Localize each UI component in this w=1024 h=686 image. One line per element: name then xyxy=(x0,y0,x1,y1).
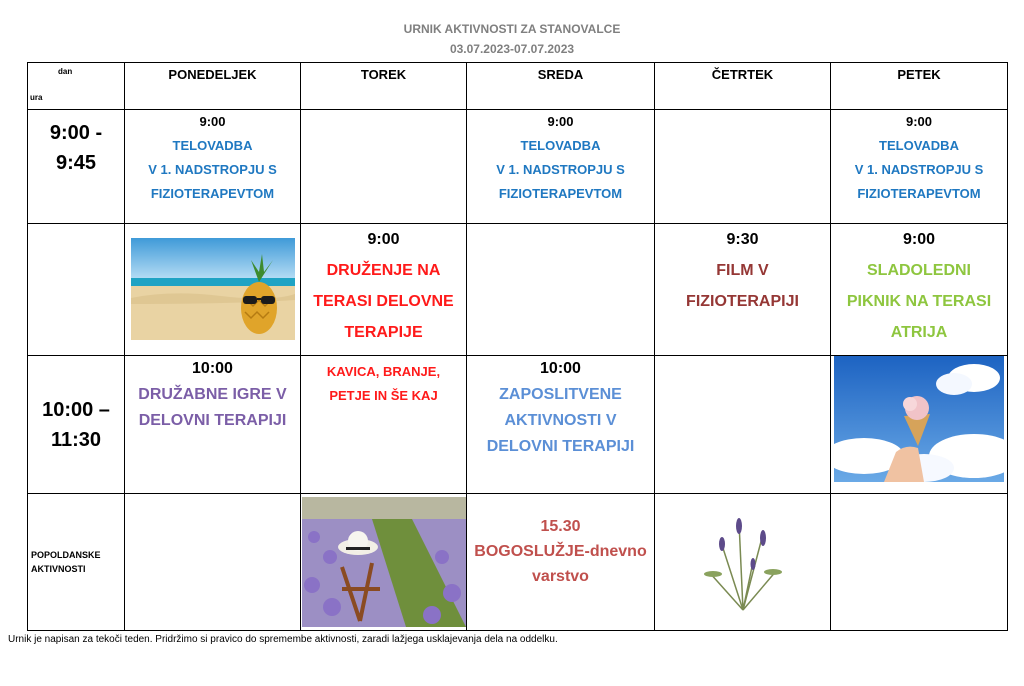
empty-cell xyxy=(301,110,467,223)
empty-cell xyxy=(831,494,1008,631)
day-header-thursday: ČETRTEK xyxy=(655,63,831,110)
activity-schedule-table xyxy=(27,62,1008,631)
day-header-friday: PETEK xyxy=(831,63,1008,110)
afternoon-activities-label: POPOLDANSKE AKTIVNOSTI xyxy=(28,494,125,631)
row-morning-early xyxy=(28,110,1008,223)
empty-time-cell xyxy=(28,223,125,355)
row-afternoon xyxy=(28,494,1008,631)
activity-wednesday-occupational: 10:00 ZAPOSLITVENE AKTIVNOSTI V DELOVNI TERAPIJI xyxy=(467,356,655,494)
empty-cell xyxy=(655,110,831,223)
activity-friday-icecream-picnic: 9:00 SLADOLEDNI PIKNIK NA TERASI ATRIJA xyxy=(831,223,1008,355)
activity-thursday-film: 9:30 FILM V FIZIOTERAPIJI xyxy=(655,223,831,355)
activity-monday-games: 10:00 DRUŽABNE IGRE V DELOVNI TERAPIJI xyxy=(125,356,301,494)
corner-cell xyxy=(28,63,125,110)
empty-cell xyxy=(125,494,301,631)
corner-day-label: dan xyxy=(58,67,73,76)
activity-tuesday-coffee: KAVICA, BRANJE, PETJE IN ŠE KAJ xyxy=(301,356,467,494)
beach-pineapple-image-svg xyxy=(131,238,295,340)
day-header-tuesday: TOREK xyxy=(301,63,467,110)
beach-pineapple-image xyxy=(125,223,301,355)
corner-time-label: ura xyxy=(30,93,43,102)
empty-cell xyxy=(655,356,831,494)
lavender-field-chair-image xyxy=(301,494,467,631)
lavender-sprig-image xyxy=(655,494,831,631)
activity-wednesday-exercise: 9:00 TELOVADBA V 1. NADSTROPJU S FIZIOTERAPEVTOM xyxy=(467,110,655,223)
lavender-sprig-image-svg xyxy=(703,512,783,612)
row-morning-second xyxy=(28,223,1008,355)
activity-wednesday-mass: 15.30 BOGOSLUŽJE-dnevno varstvo xyxy=(467,494,655,631)
lavender-field-chair-image-svg xyxy=(302,497,466,627)
activity-tuesday-socializing: 9:00 DRUŽENJE NA TERASI DELOVNE TERAPIJE xyxy=(301,223,467,355)
time-cell-row3: 10:00 – 11:30 xyxy=(28,356,125,494)
schedule-title: URNIK AKTIVNOSTI ZA STANOVALCE xyxy=(403,22,621,36)
header-row xyxy=(28,63,1008,110)
ice-cream-sky-image xyxy=(831,356,1008,494)
ice-cream-sky-image-svg xyxy=(834,356,1004,482)
empty-cell xyxy=(467,223,655,355)
schedule-dates: 03.07.2023-07.07.2023 xyxy=(449,42,575,56)
schedule-footnote: Urnik je napisan za tekoči teden. Pridržimo si pravico do spremembe aktivnosti, zaradi lažjega usklajevanja dela na oddelku. xyxy=(8,634,558,645)
time-cell-row1: 9:00 - 9:45 xyxy=(28,110,125,223)
day-header-wednesday: SREDA xyxy=(467,63,655,110)
row-late-morning xyxy=(28,356,1008,494)
day-header-monday: PONEDELJEK xyxy=(125,63,301,110)
activity-monday-exercise: 9:00 TELOVADBA V 1. NADSTROPJU S FIZIOTERAPEVTOM xyxy=(125,110,301,223)
activity-friday-exercise: 9:00 TELOVADBA V 1. NADSTROPJU S FIZIOTERAPEVTOM xyxy=(831,110,1008,223)
